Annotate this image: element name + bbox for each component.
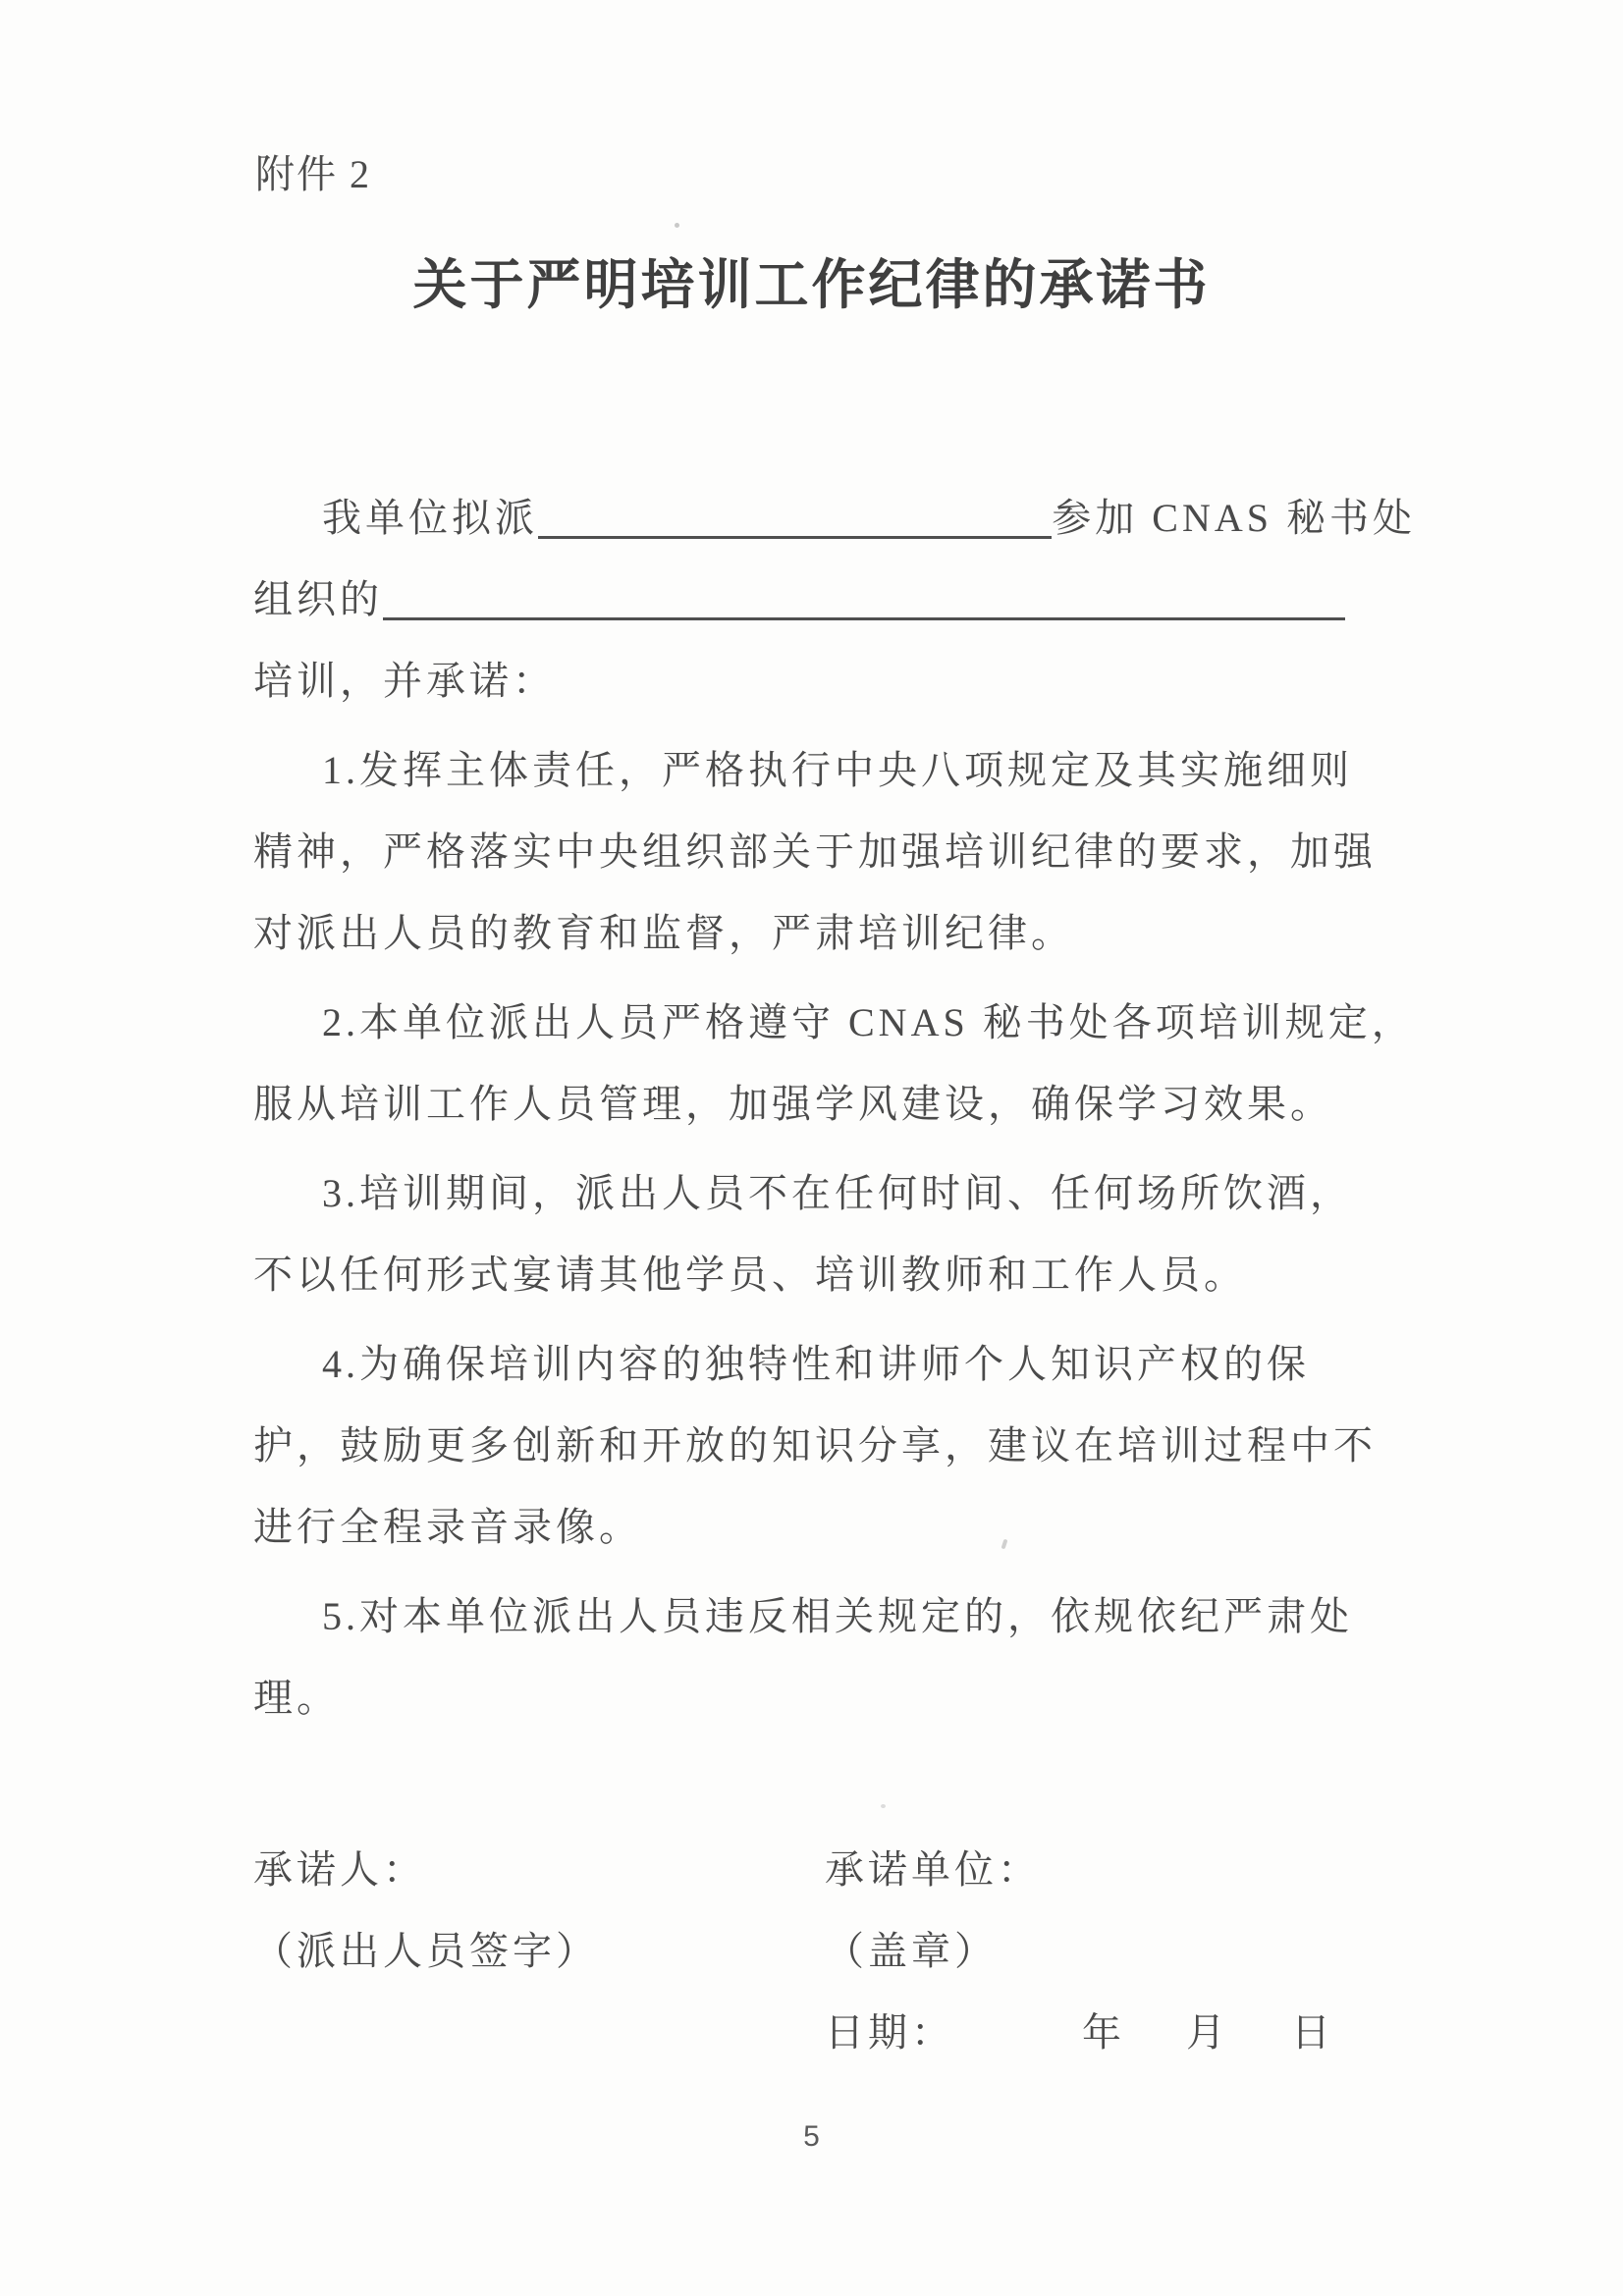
intro-line2-pre: 组织的 [253,577,383,621]
page-title: 关于严明培训工作纪律的承诺书 [412,254,1211,315]
clause-1-line-3: 对派出人员的教育和监督，严肃培训纪律。 [253,911,1074,955]
intro-line1-post: 参加 CNAS 秘书处 [1052,496,1416,540]
clause-1-line-2: 精神，严格落实中央组织部关于加强培训纪律的要求，加强 [253,829,1377,874]
document-body [253,477,1416,1738]
clause-3-line-1: 3.培训期间，派出人员不在任何时间、任何场所饮酒， [322,1171,1353,1215]
clause-5-line-1: 5.对本单位派出人员违反相关规定的，依规依纪严肃处 [322,1594,1353,1638]
clause-5-line-2: 理。 [253,1676,340,1720]
promising-unit-label: 承诺单位： [825,1847,1041,1892]
signature-left-column [253,1829,599,1992]
clause-2 [253,982,1416,1145]
clause-3 [253,1152,1416,1315]
day-label: 日 [1291,2010,1334,2055]
intro-line-2 [253,559,1416,640]
clause-5 [253,1575,1416,1738]
clause-4-line-3: 进行全程录音录像。 [253,1505,642,1549]
page-number: 5 [803,2120,820,2153]
clause-4-line-2: 护，鼓励更多创新和开放的知识分享，建议在培训过程中不 [253,1423,1377,1468]
scan-speck [675,223,679,228]
attachment-label: 附件 2 [255,152,371,196]
clause-4 [253,1323,1416,1568]
fill-in-blank-personnel [538,477,1052,539]
intro-line1-pre: 我单位拟派 [322,496,538,540]
clause-1 [253,729,1416,974]
intro-line-1 [253,477,1416,559]
signature-right-column [825,1829,1334,2073]
promiser-label: 承诺人： [253,1847,426,1892]
clause-2-line-1: 2.本单位派出人员严格遵守 CNAS 秘书处各项培训规定， [322,1000,1415,1044]
scan-speck [881,1804,886,1808]
clause-3-line-2: 不以任何形式宴请其他学员、培训教师和工作人员。 [253,1253,1247,1297]
clause-4-line-1: 4.为确保培训内容的独特性和讲师个人知识产权的保 [322,1342,1310,1386]
promiser-sign-hint: （派出人员签字） [253,1929,599,1973]
intro-line-3: 培训，并承诺： [253,659,556,703]
fill-in-blank-training-name [383,559,1345,620]
date-label: 日期： [825,2010,954,2055]
date-line [825,1992,1334,2073]
year-label: 年 [1082,2010,1125,2055]
month-label: 月 [1186,2010,1229,2055]
seal-hint: （盖章） [825,1929,998,1973]
clause-1-line-1: 1.发挥主体责任，严格执行中央八项规定及其实施细则 [322,748,1353,792]
clause-2-line-2: 服从培训工作人员管理，加强学风建设，确保学习效果。 [253,1082,1333,1126]
